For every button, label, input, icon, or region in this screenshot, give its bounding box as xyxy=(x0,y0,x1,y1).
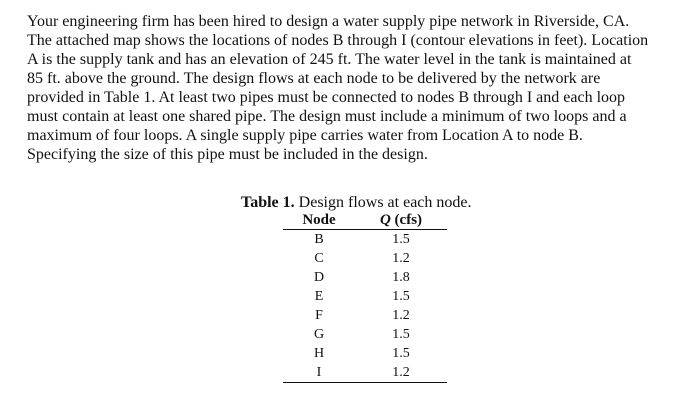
problem-line: 85 ft. above the ground. The design flows at each node to be delivered by the network are xyxy=(27,70,601,87)
flow-cell: 1.2 xyxy=(392,251,410,266)
header-q-symbol: Q xyxy=(379,212,391,228)
table-row xyxy=(283,363,447,383)
flow-cell: 1.5 xyxy=(392,289,410,304)
flows-table xyxy=(283,212,447,383)
problem-line: The attached map shows the locations of nodes B through I (contour elevations in feet). Location xyxy=(27,32,649,49)
table-row xyxy=(283,325,447,344)
node-cell: D xyxy=(313,270,325,285)
flow-cell: 1.5 xyxy=(392,327,410,342)
flow-cell: 1.2 xyxy=(355,363,447,383)
table-row xyxy=(283,230,447,250)
flow-cell: 1.2 xyxy=(392,308,410,323)
problem-line: maximum of four loops. A single supply pipe carries water from Location A to node B. xyxy=(27,127,583,144)
table-row xyxy=(283,287,447,306)
flow-cell: 1.8 xyxy=(392,270,410,285)
table-row xyxy=(283,344,447,363)
problem-line: Your engineering firm has been hired to design a water supply pipe network in Riverside, CA. xyxy=(27,13,630,30)
problem-line: A is the supply tank and has an elevation of 245 ft. The water level in the tank is maintained at xyxy=(27,51,632,68)
table-row xyxy=(283,306,447,325)
header-q xyxy=(355,212,447,230)
table-row xyxy=(283,268,447,287)
header-q-unit: (cfs) xyxy=(390,212,423,228)
node-cell: C xyxy=(314,251,324,266)
problem-line: must contain at least one shared pipe. The design must include a minimum of two loops and a xyxy=(27,108,627,125)
flow-cell: 1.5 xyxy=(392,346,410,361)
table-caption-label: Table 1. xyxy=(241,194,295,211)
problem-line: provided in Table 1. At least two pipes must be connected to nodes B through I and each loop xyxy=(27,89,626,106)
node-cell: H xyxy=(313,346,325,361)
node-cell: F xyxy=(315,308,323,323)
table-caption-text: Design flows at each node. xyxy=(294,194,472,211)
node-cell: I xyxy=(283,363,355,383)
node-cell: E xyxy=(314,289,324,304)
table-row xyxy=(283,249,447,268)
table-caption xyxy=(241,193,472,212)
table-header-row xyxy=(283,212,447,230)
problem-statement xyxy=(27,12,699,164)
node-cell: G xyxy=(313,327,325,342)
design-flows-table xyxy=(283,212,447,383)
header-node: Node xyxy=(283,212,355,230)
node-cell: B xyxy=(314,232,324,247)
flow-cell: 1.5 xyxy=(392,232,410,247)
problem-line: Specifying the size of this pipe must be included in the design. xyxy=(27,146,428,163)
